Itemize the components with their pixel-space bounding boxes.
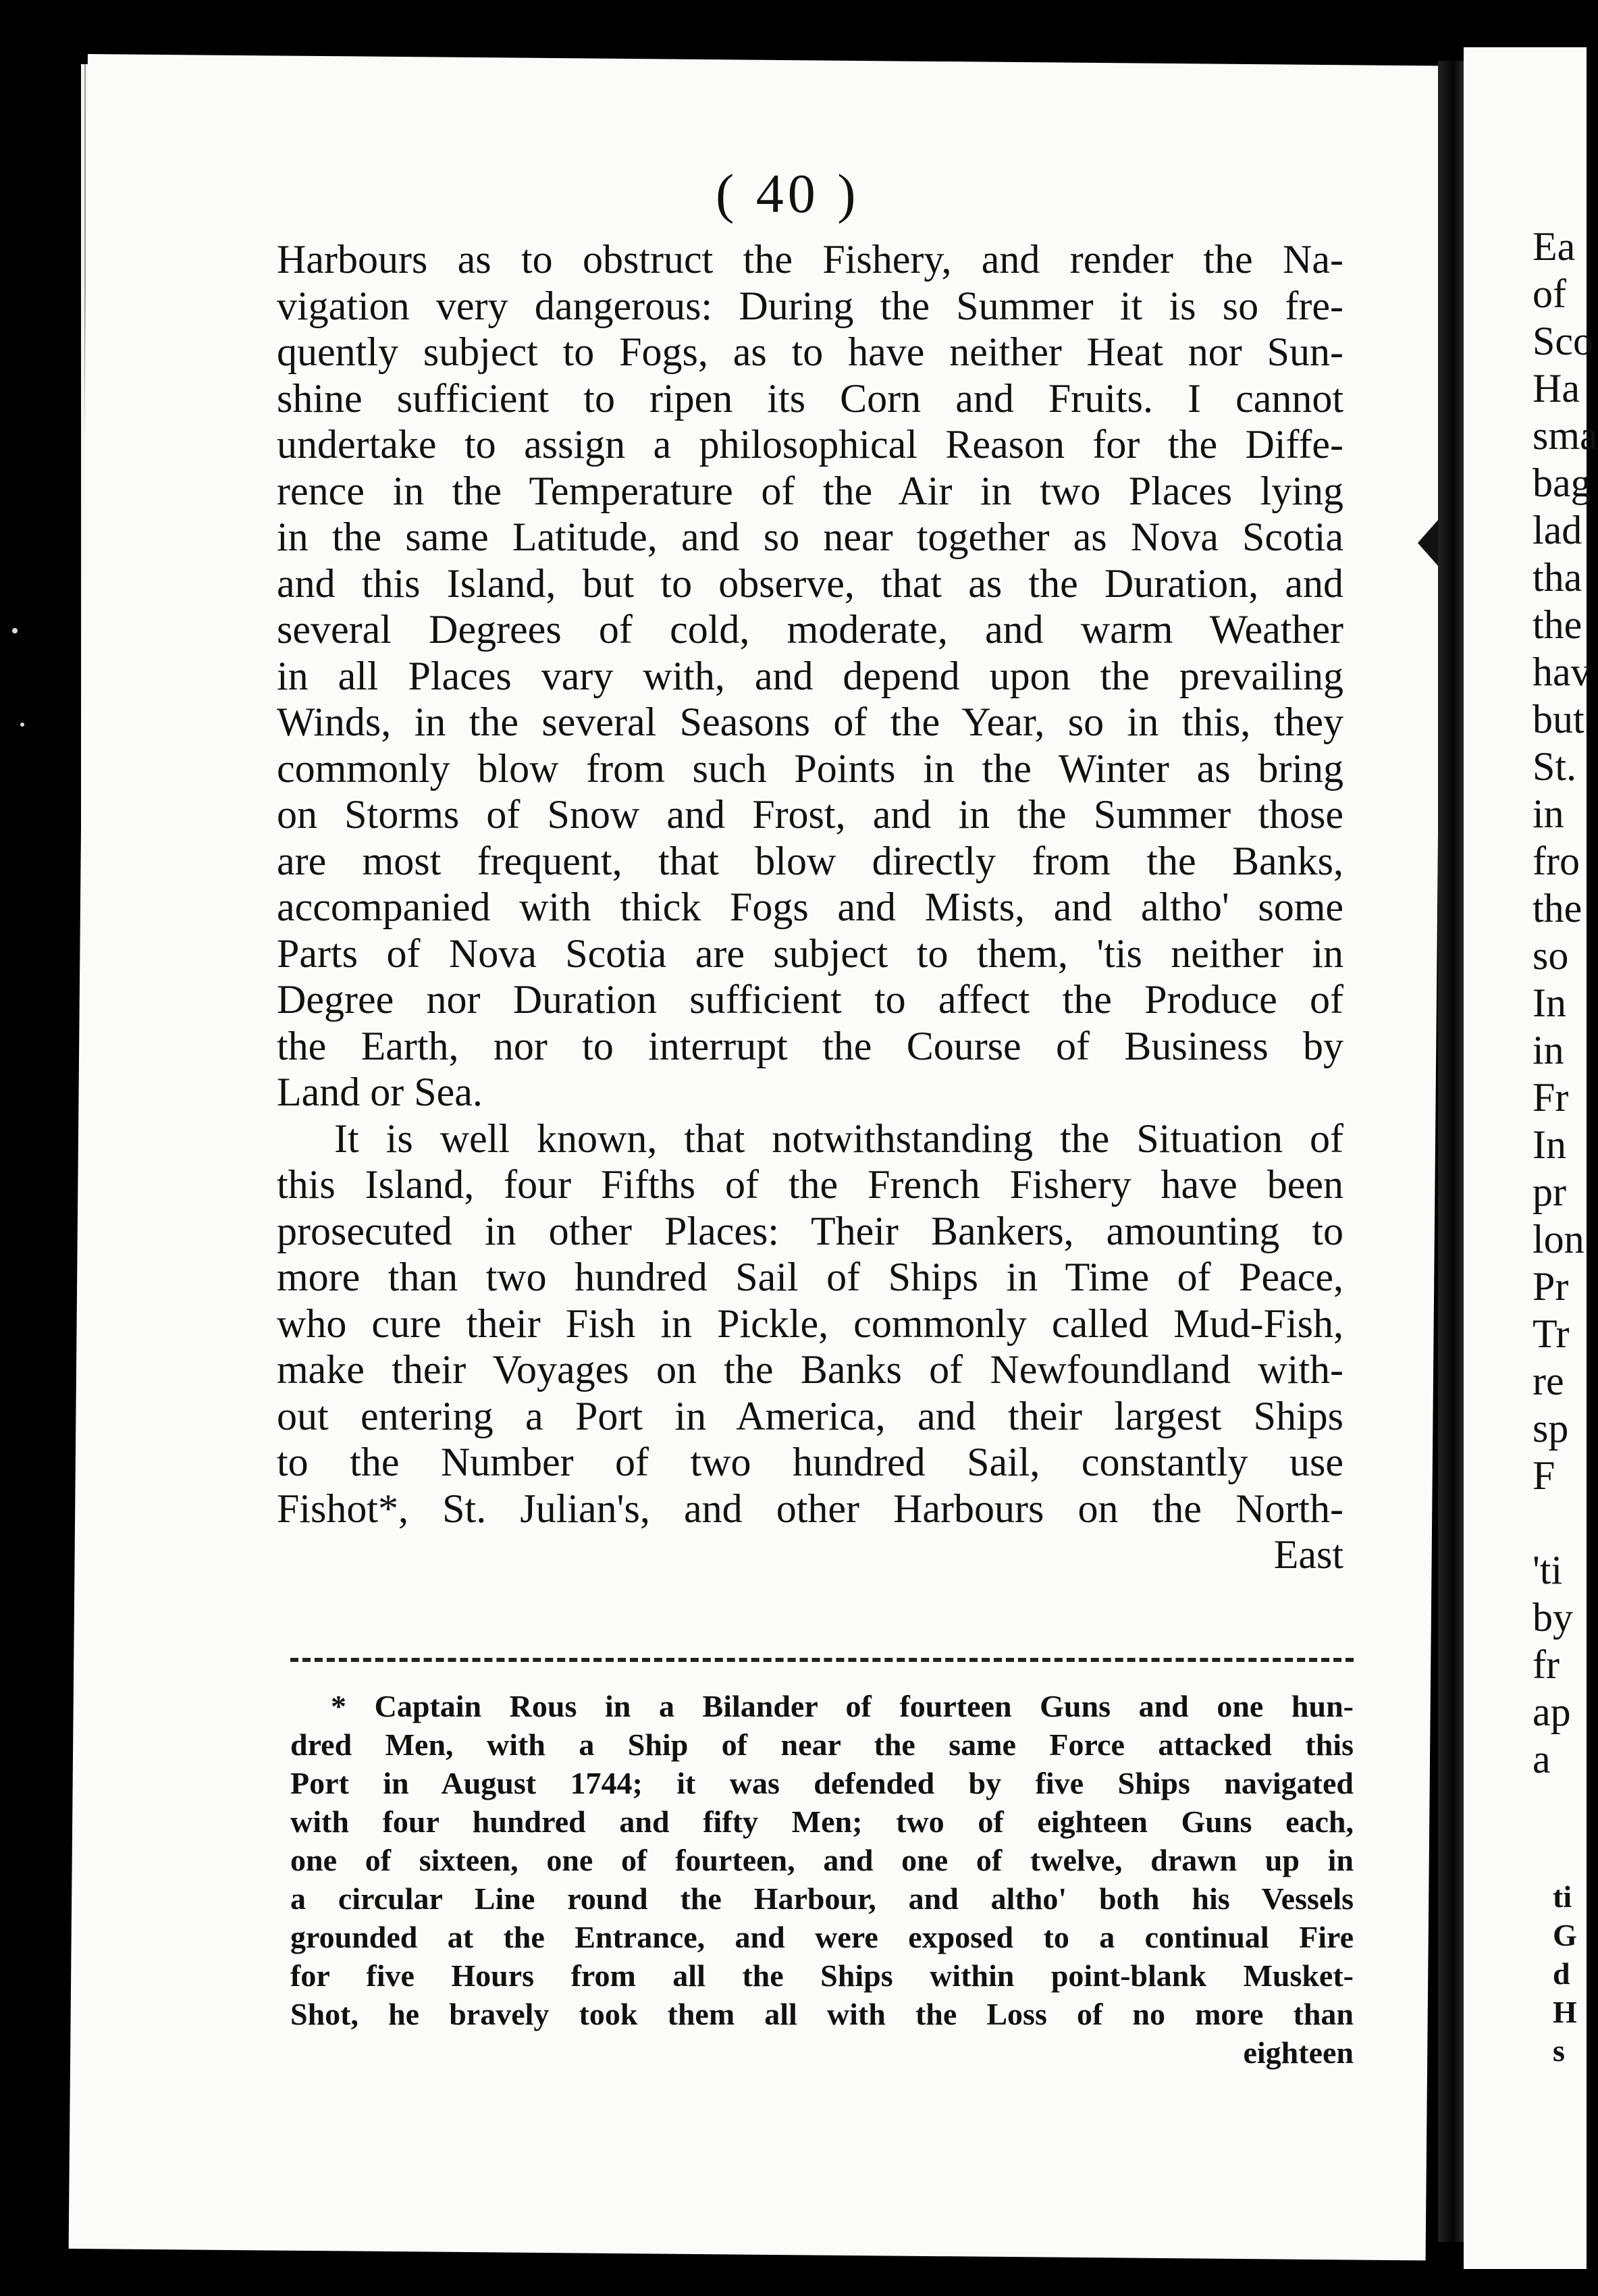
- dust-speck: [12, 628, 18, 633]
- right-page-fragment: [1533, 1499, 1587, 1546]
- text-line: Harbours as to obstruct the Fishery, and render the Na-: [277, 237, 1343, 282]
- text-line: who cure their Fish in Pickle, commonly called Mud-Fish,: [277, 1301, 1343, 1346]
- right-page-fragment: 'ti: [1533, 1548, 1563, 1592]
- right-page-fragment: sp: [1533, 1406, 1569, 1451]
- page-number: ( 40 ): [716, 163, 860, 224]
- text-line: in all Places vary with, and depend upon the prevailing: [277, 653, 1343, 698]
- footnote-divider: [290, 1658, 1354, 1662]
- footnote-line: a circular Line round the Harbour, and altho' both his Vessels: [290, 1881, 1354, 1916]
- right-page-fragment: F: [1533, 1453, 1555, 1498]
- text-line: undertake to assign a philosophical Reason for the Diffe-: [277, 422, 1343, 467]
- right-footnote-fragment: ti: [1553, 1879, 1572, 1914]
- right-page-fragment: tha: [1533, 555, 1582, 600]
- right-page-fragment: the: [1533, 886, 1582, 931]
- right-page-fragment: ap: [1533, 1690, 1571, 1734]
- body-text: [277, 236, 1343, 1578]
- footnote: [290, 1687, 1354, 2072]
- right-page-fragment: the: [1533, 602, 1582, 647]
- footnote-line: Shot, he bravely took them all with the Loss of no more than: [290, 1997, 1354, 2031]
- text-line: commonly blow from such Points in the Winter as bring: [277, 746, 1343, 791]
- footnote-line: Port in August 1744; it was defended by five Ships navigated: [290, 1766, 1354, 1800]
- text-line: the Earth, nor to interrupt the Course of Business by: [277, 1023, 1343, 1068]
- text-line: accompanied with thick Fogs and Mists, and altho' some: [277, 885, 1343, 929]
- text-line: several Degrees of cold, moderate, and warm Weather: [277, 607, 1343, 652]
- right-page-fragment: lon: [1533, 1217, 1584, 1261]
- right-page-fragment: of: [1533, 271, 1566, 316]
- right-page-fragment: bag: [1533, 461, 1591, 505]
- right-footnote-fragment: G: [1553, 1918, 1577, 1952]
- text-line: vigation very dangerous: During the Summer it is so fre-: [277, 283, 1343, 328]
- right-page-fragment: Tr: [1533, 1311, 1570, 1356]
- text-line: on Storms of Snow and Frost, and in the Summer those: [277, 792, 1343, 837]
- right-page-fragment: sma: [1533, 413, 1598, 458]
- right-page-fragment: St.: [1533, 744, 1577, 789]
- footnote-line: * Captain Rous in a Bilander of fourteen Guns and one hun-: [331, 1689, 1354, 1723]
- footnote-line: one of sixteen, one of fourteen, and one of twelve, drawn up in: [290, 1843, 1354, 1877]
- right-page-fragment: so: [1533, 933, 1569, 978]
- catchword: East: [1273, 1532, 1343, 1577]
- text-line: this Island, four Fifths of the French Fishery have been: [277, 1162, 1343, 1207]
- right-page-fragment: in: [1533, 1028, 1564, 1072]
- text-line: Parts of Nova Scotia are subject to them, 'tis neither in: [277, 931, 1343, 976]
- right-footnote-fragment: s: [1553, 2033, 1565, 2068]
- right-page-footnote-fragments: [1553, 1877, 1587, 2070]
- text-line: are most frequent, that blow directly from the Banks,: [277, 838, 1343, 883]
- text-line: quently subject to Fogs, as to have neither Heat nor Sun-: [277, 330, 1343, 374]
- text-line: more than two hundred Sail of Ships in Time of Peace,: [277, 1255, 1343, 1299]
- right-page-fragment: In: [1533, 1122, 1566, 1167]
- right-page-fragment: a: [1533, 1737, 1551, 1781]
- right-page-fragment: Sco: [1533, 319, 1593, 363]
- text-line: make their Voyages on the Banks of Newfoundland with-: [277, 1347, 1343, 1392]
- text-line: Fishot*, St. Julian's, and other Harbours on the North-: [277, 1486, 1343, 1531]
- text-line: shine sufficient to ripen its Corn and Fruits. I cannot: [277, 375, 1343, 421]
- footnote-line: for five Hours from all the Ships within point-blank Musket-: [290, 1958, 1354, 1993]
- text-line: Winds, in the several Seasons of the Year, so in this, they: [277, 700, 1343, 744]
- page-marker: [1418, 520, 1438, 566]
- text-line: out entering a Port in America, and their largest Ships: [277, 1393, 1343, 1438]
- right-page-fragment: Ha: [1533, 366, 1580, 411]
- text-line: prosecuted in other Places: Their Bankers, amounting to: [277, 1208, 1343, 1253]
- text-line: to the Number of two hundred Sail, constantly use: [277, 1440, 1343, 1484]
- right-page-fragment: lad: [1533, 508, 1582, 552]
- right-page-fragment: pr: [1533, 1170, 1566, 1214]
- text-line: in the same Latitude, and so near together as Nova Scotia: [277, 515, 1343, 559]
- right-page-fragment: fro: [1533, 839, 1580, 883]
- dust-speck: [20, 723, 24, 727]
- right-page-fragment: by: [1533, 1595, 1573, 1640]
- right-page-fragment: fr: [1533, 1642, 1560, 1687]
- footnote-line: with four hundred and fifty Men; two of eighteen Guns each,: [290, 1804, 1354, 1839]
- text-line: and this Island, but to observe, that as the Duration, and: [277, 560, 1343, 606]
- right-page-fragment: Ea: [1533, 224, 1576, 269]
- right-footnote-fragment: H: [1553, 1995, 1577, 2029]
- right-page-fragment: Pr: [1533, 1264, 1569, 1309]
- right-page-fragment: hav: [1533, 650, 1591, 694]
- text-line: Degree nor Duration sufficient to affect the Produce of: [277, 977, 1343, 1022]
- footnote-line: grounded at the Entrance, and were exposed to a continual Fire: [290, 1920, 1354, 1954]
- text-line: Land or Sea.: [277, 1070, 483, 1114]
- footnote-line: dred Men, with a Ship of near the same Force attacked this: [290, 1727, 1354, 1762]
- book-gutter: [1438, 61, 1466, 2242]
- text-line: rence in the Temperature of the Air in two Places lying: [277, 468, 1343, 513]
- right-page-fragment: but: [1533, 697, 1584, 741]
- right-page-fragment: In: [1533, 981, 1566, 1025]
- paragraph-start-line: It is well known, that notwithstanding the Situation of: [334, 1116, 1343, 1161]
- right-footnote-fragment: d: [1553, 1956, 1570, 1991]
- footnote-catchword: eighteen: [1243, 2035, 1354, 2070]
- right-page-text-fragments: [1533, 223, 1598, 1783]
- right-page-fragment: re: [1533, 1359, 1564, 1403]
- right-page-fragment: in: [1533, 791, 1564, 836]
- right-page-fragment: Fr: [1533, 1075, 1569, 1120]
